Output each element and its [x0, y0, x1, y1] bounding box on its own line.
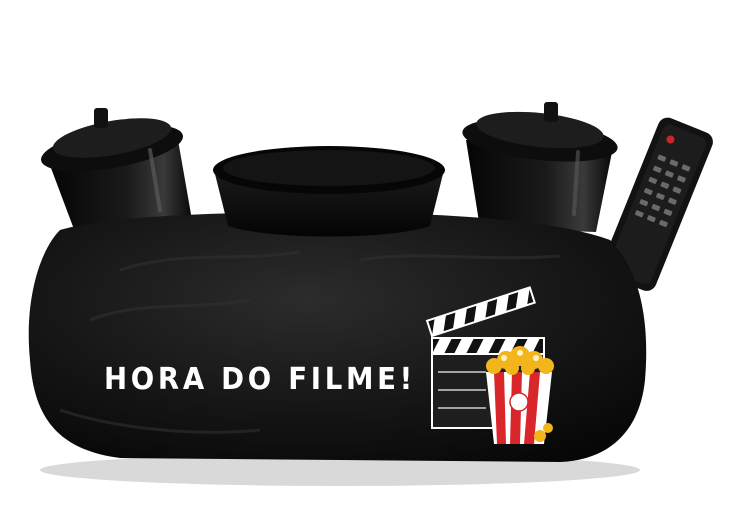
right-cup — [460, 102, 619, 232]
popcorn-bucket-icon — [486, 346, 554, 444]
center-bowl — [213, 146, 445, 237]
caption-text: HORA DO FILME! — [104, 362, 416, 397]
